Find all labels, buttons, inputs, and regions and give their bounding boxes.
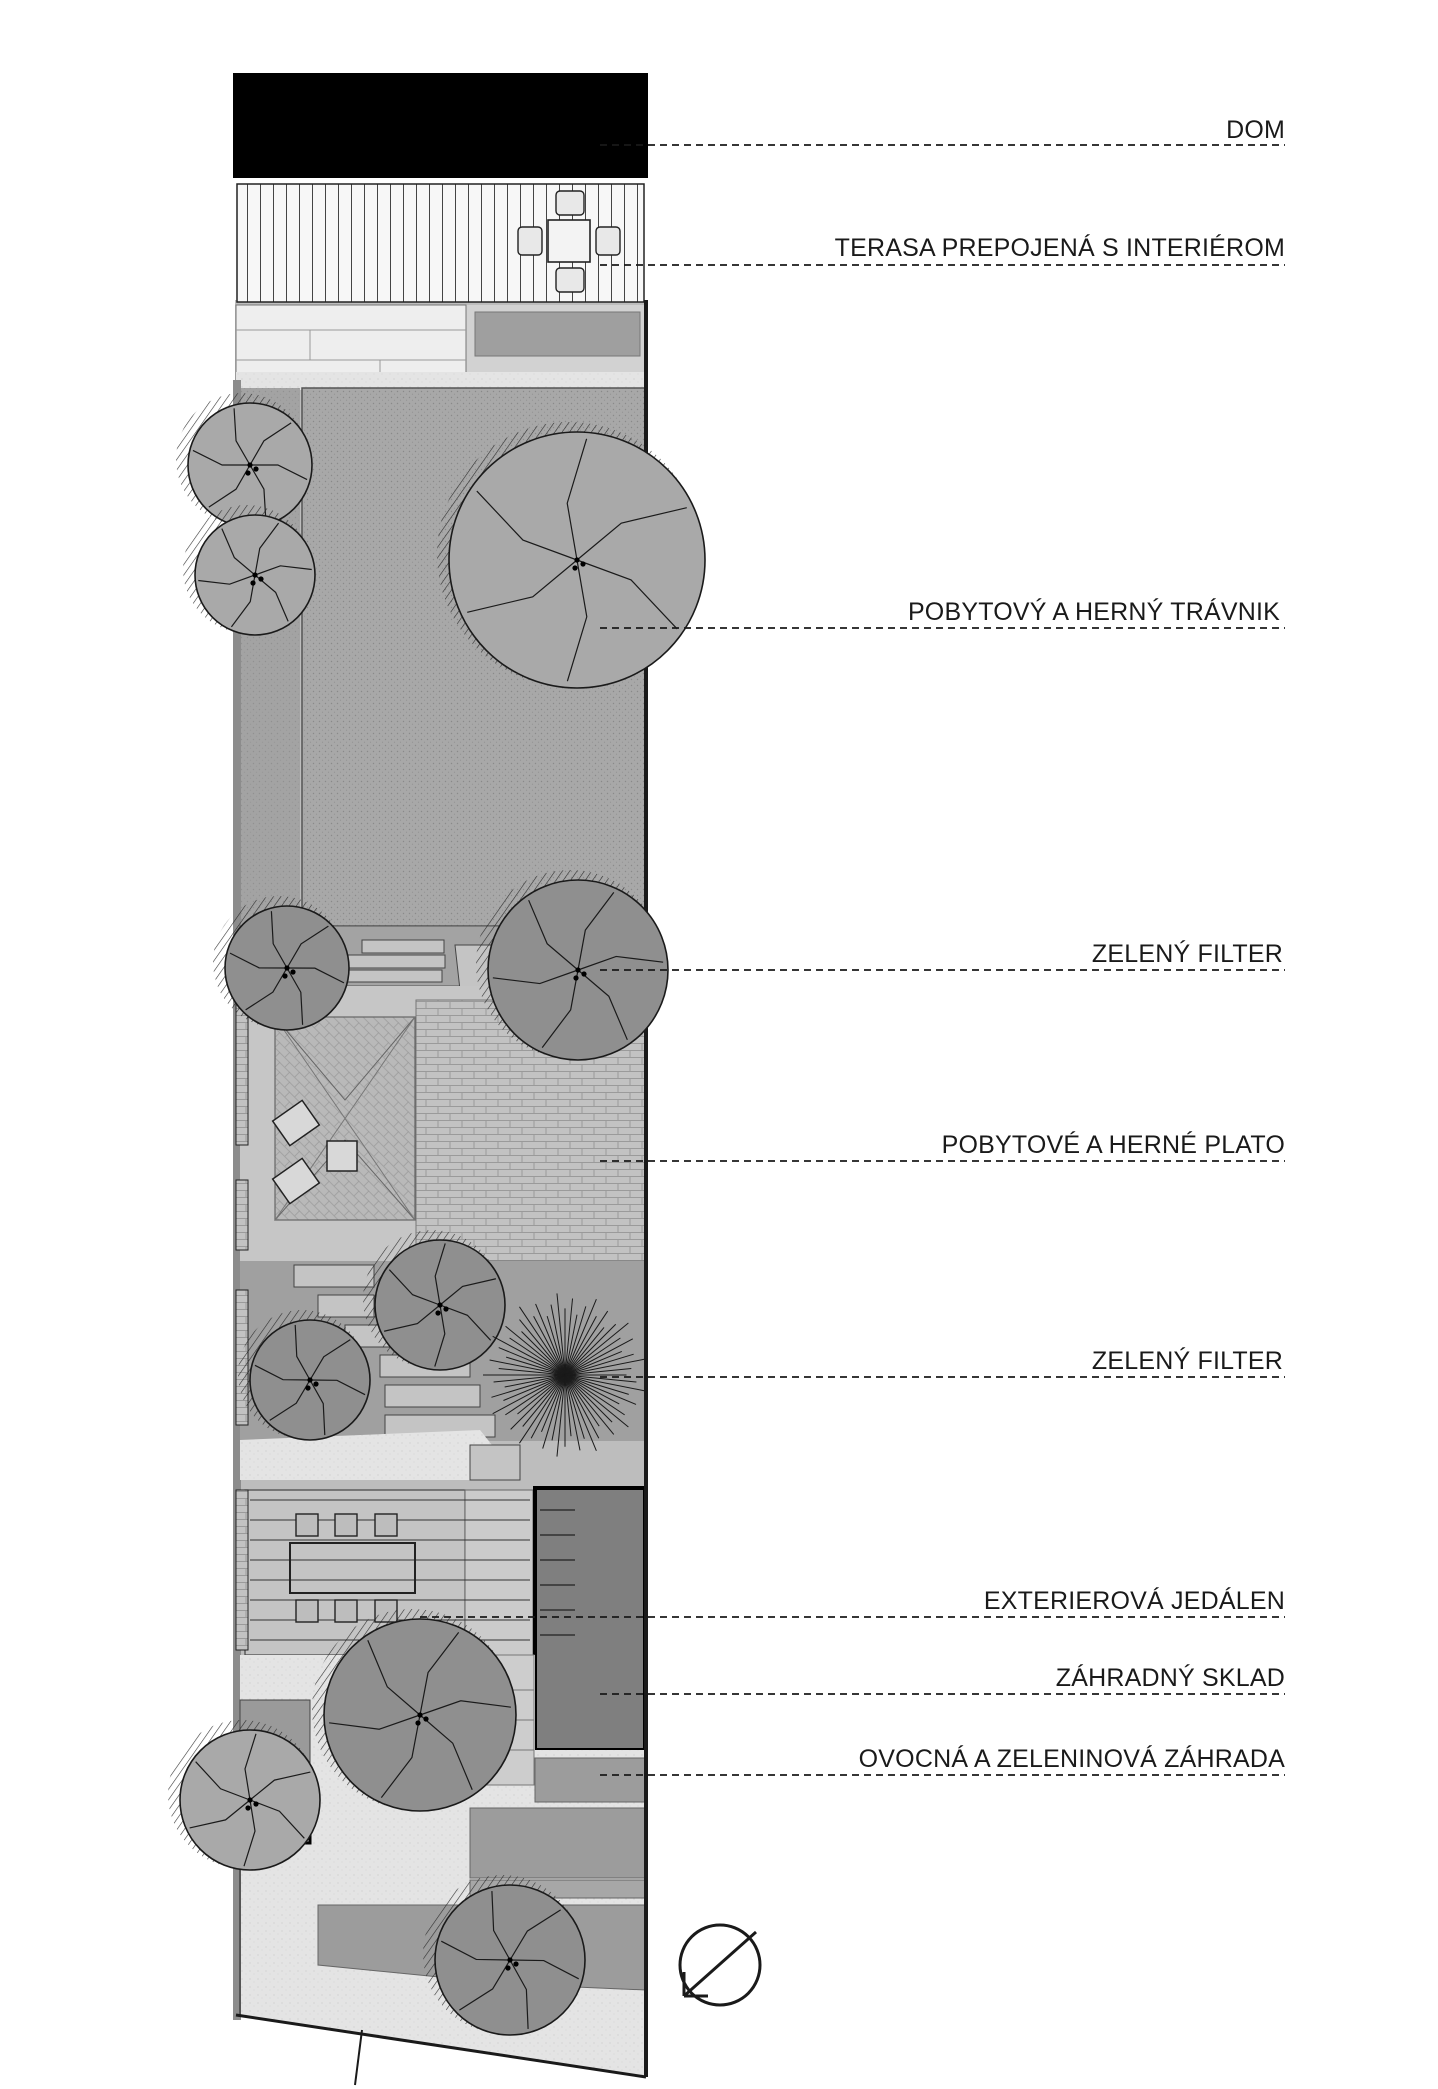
label-jedalen: EXTERIEROVÁ JEDÁLEN [983, 1587, 1285, 1615]
label-filter-2: ZELENÝ FILTER [1091, 1347, 1283, 1375]
label-terasa: TERASA PREPOJENÁ S INTERIÉROM [834, 234, 1285, 262]
table-icon [327, 1141, 357, 1171]
label-filter-1: ZELENÝ FILTER [1091, 940, 1283, 968]
tree-icon [437, 422, 705, 688]
terrace-deck [237, 184, 644, 302]
house-block [233, 73, 648, 178]
label-plato: POBYTOVÉ A HERNÉ PLATO [941, 1131, 1285, 1159]
garden-shed [535, 1488, 645, 1750]
label-travnik: POBYTOVÝ A HERNÝ TRÁVNIK [907, 598, 1280, 626]
label-sklad: ZÁHRADNÝ SKLAD [1055, 1664, 1285, 1692]
label-zahrada: OVOCNÁ A ZELENINOVÁ ZÁHRADA [858, 1745, 1285, 1773]
zone-labels [835, 116, 1285, 1773]
label-dom: DOM [1226, 116, 1285, 144]
table-icon [548, 220, 590, 262]
entrance-line [355, 2030, 362, 2085]
north-arrow-icon [680, 1925, 760, 2005]
